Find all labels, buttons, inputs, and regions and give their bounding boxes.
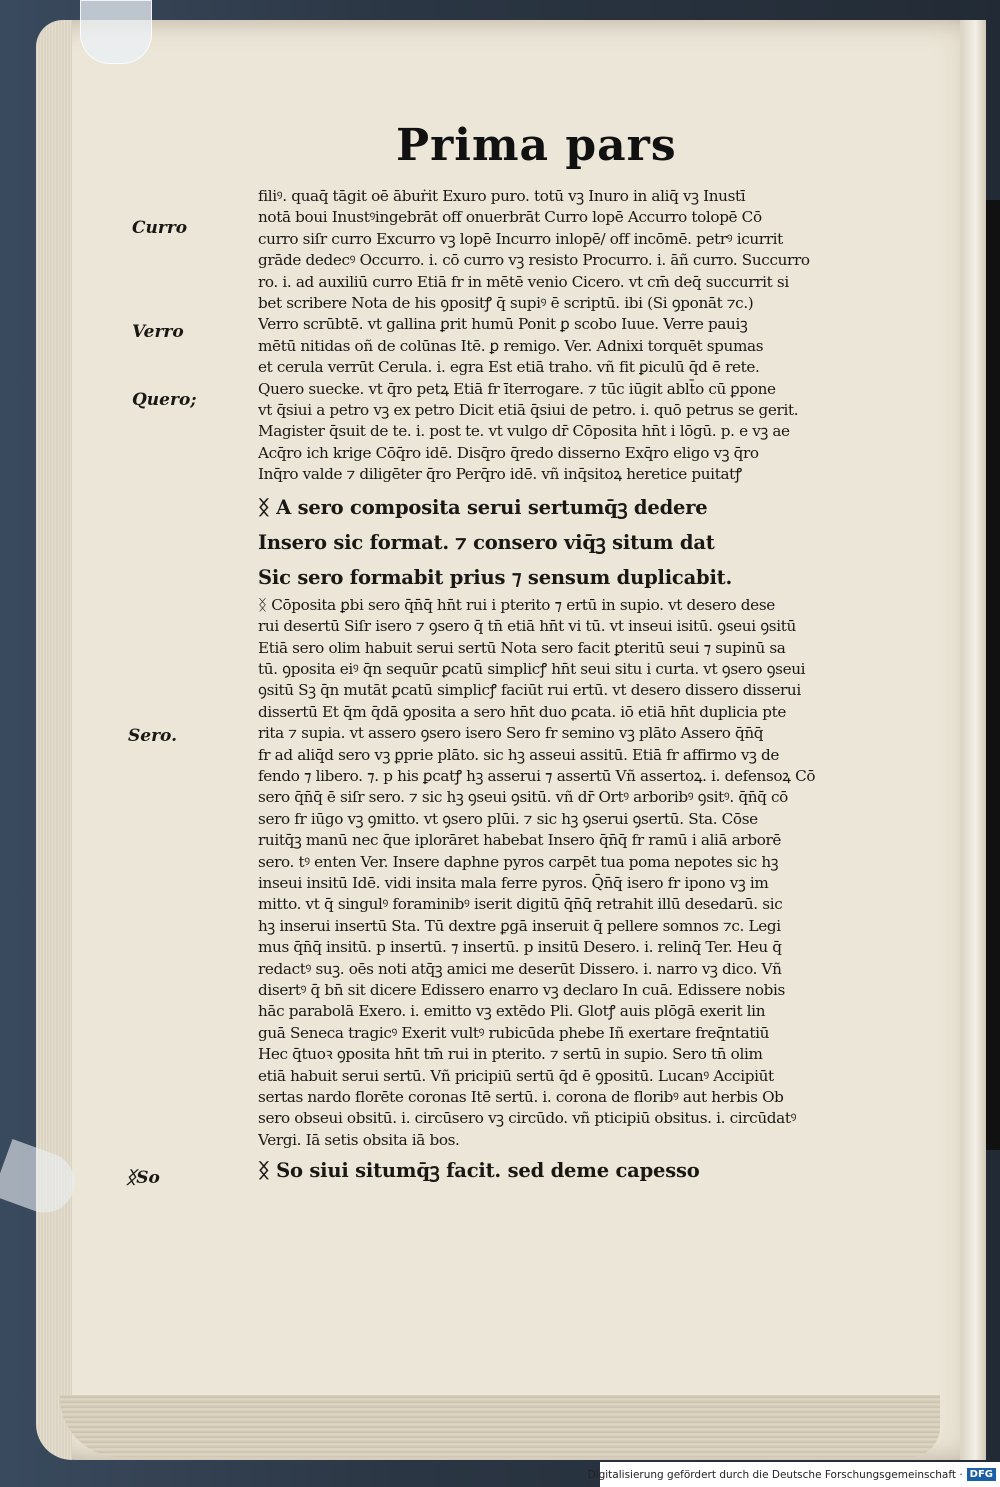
text-line: tū. ꝯposita eiꝰ q̄n sequūr ꝑcatū simplicꝭ hn̄t seui situ i curta. vt ꝯsero ꝯseui xyxy=(258,659,806,678)
verse-line: Insero sic format. ⁊ consero viq̄ꝫ situm dat xyxy=(258,530,715,554)
text-line: sero. tꝰ enten Ver. Insere daphne pyros carpēt tua poma nepotes sic hꝫ xyxy=(258,852,779,871)
text-block-b xyxy=(258,595,854,1152)
running-title: Prima pars xyxy=(396,120,677,171)
page-stack-edge xyxy=(36,20,72,1460)
verse-line: ᛝ A sero composita serui sertumq̄ꝫ dedere xyxy=(258,495,708,519)
text-line: sero fr iūgo vꝫ ꝯmitto. vt ꝯsero plūi. ⁊ sic hꝫ ꝯserui ꝯsertū. Sta. Cōse xyxy=(258,809,758,828)
text-line: mitto. vt q̄ singulꝰ foraminibꝰ iserit digitū q̄n̄q̄ retrahit illū desedarū. sic xyxy=(258,895,783,914)
book-gutter xyxy=(960,20,986,1460)
text-line: Vergi. Iā setis obsita iā bos. xyxy=(258,1130,460,1149)
facing-page-edge xyxy=(986,200,1000,1150)
text-line: filiꝰ. quaq̄ tāgit oē ābuṙit Exuro puro. totū vꝫ Inuro in aliq̄ vꝫ Inustī xyxy=(258,187,746,205)
text-line: sero q̄n̄q̄ ē siſr sero. ⁊ sic hꝫ ꝯseui ꝯsitū. vñ dr̄ Ortꝰ arboribꝰ ꝯsitꝰ. q̄n̄q̄ cō xyxy=(258,788,788,807)
text-line: etiā habuit serui sertū. Vñ pricipiū sertū q̄d ē ꝯpositū. Lucanꝰ Accipiūt xyxy=(258,1066,774,1085)
text-line: guā Seneca tragicꝰ Exerit vultꝰ rubicūda phebe Iñ exertare freq̄ntatiū xyxy=(258,1023,770,1042)
text-line: ruitq̄ꝫ manū nec q̄ue iplorāret habebat Insero q̄n̄q̄ fr ramū i aliā arborē xyxy=(258,831,782,850)
text-line: inseui insitū Idē. vidi insita mala ferre pyros. Q̄n̄q̄ isero fr ipono vꝫ im xyxy=(258,873,769,892)
text-line: curro siſr curro Excurro vꝫ lopē Incurro inlopē/ off incōmē. petrꝰ icurrit xyxy=(258,229,783,248)
text-line: Verro scrūbtē. vt gallina ꝑrit humū Ponit ꝑ scobo Iuue. Verre pauiꝫ xyxy=(258,315,748,334)
text-line: fendo ⁊ libero. ⁊. p his ꝑcatꝭ hꝫ asserui ⁊ assertū Vñ assertoꝝ. i. defensoꝝ Cō xyxy=(258,766,816,785)
text-line: Inq̄ro valde ⁊ diligēter q̄ro Perq̄ro idē. vñ inq̄sitoꝝ heretice puitatꝭ xyxy=(258,465,742,484)
page-foot-edge xyxy=(60,1395,940,1457)
text-line: et cerula verrūt Cerula. i. egra Est etiā traho. vñ fit ꝑiculū q̄d ē rete. xyxy=(258,358,760,377)
text-line: hꝫ inserui insertū Sta. Tū dextre ꝑgā inseruit q̄ pellere somnos ⁊c. Legi xyxy=(258,916,781,935)
text-line: vt q̄siui a petro vꝫ ex petro Dicit etiā q̄siui de petro. i. quō petrus se gerit. xyxy=(258,401,799,420)
text-line: Etiā sero olim habuit serui sertū Nota sero facit ꝑteritū seui ⁊ supinū sa xyxy=(258,638,786,657)
main-text-column xyxy=(258,186,854,1188)
text-block-a xyxy=(258,186,854,486)
text-line: hāc parabolā Exero. i. emitto vꝫ extēdo Pli. Glotꝭ auis plōgā exerit lin xyxy=(258,1002,766,1021)
text-line: rita ⁊ supia. vt assero ꝯsero isero Sero fr semino vꝫ plāto Assero q̄n̄q̄ xyxy=(258,724,764,743)
text-line: grāde dedecꝰ Occurro. i. cō curro vꝫ resisto Procurro. i. āñ curro. Succurro xyxy=(258,251,810,270)
text-line: mētū nitidas oñ de colūnas Itē. ꝑ remigo. Ver. Adnixi torquēt spumas xyxy=(258,336,764,355)
text-line: notā boui Inustꝰingebrāt off onuerbrāt Curro lopē Accurro tolopē Cō xyxy=(258,208,762,227)
text-line: rui desertū Siſr isero ⁊ ꝯsero q̄ tn̄ etiā hn̄t vi tū. vt inseui isitū. ꝯseui ꝯsitū xyxy=(258,617,796,636)
book-clamp-top xyxy=(80,0,152,64)
marginal-note-so: ᛝSo xyxy=(126,1168,160,1188)
text-line: Acq̄ro ich krige Cōq̄ro idē. Disq̄ro q̄redo disserno Exq̄ro eligo vꝫ q̄ro xyxy=(258,443,759,462)
marginal-note-sero: Sero. xyxy=(128,726,178,746)
marginal-note-quero: Quero; xyxy=(132,390,197,410)
text-line: disertꝰ q̄ bn̄ sit dicere Edissero enarro vꝫ declaro In cuā. Edissere nobis xyxy=(258,981,785,999)
text-line: sero obseui obsitū. i. circūsero vꝫ circūdo. vñ pticipiū obsitus. i. circūdatꝰ xyxy=(258,1109,797,1128)
marginal-note-curro: Curro xyxy=(132,218,188,238)
verse-line: Sic sero formabit prius ⁊ sensum duplicabit. xyxy=(258,565,733,589)
digitization-note: Digitalisierung gefördert durch die Deutsche Forschungsgemeinschaft · xyxy=(587,1468,963,1481)
closing-verse-line: ᛝ So siui situmq̄ꝫ facit. sed deme capesso xyxy=(258,1159,700,1183)
text-line: bet scribere Nota de his ꝯpositꝭ q̄ supiꝰ ē scriptū. ibi (Si ꝯponāt ⁊c.) xyxy=(258,294,754,313)
verse-block xyxy=(258,490,854,595)
text-line: fr ad aliq̄d sero vꝫ ꝑprie plāto. sic hꝫ asseui assitū. Etiā fr affirmo vꝫ de xyxy=(258,745,779,764)
text-line: Quero suecke. vt q̄ro petꝝ Etiā fr īterrogare. ⁊ tūc iūgit ablt̄o cū ꝑpone xyxy=(258,379,776,398)
text-line: ᛝ Cōposita ꝑbi sero q̄n̄q̄ hn̄t rui i pterito ⁊ ertū in supio. vt desero dese xyxy=(258,595,775,614)
dfg-logo[interactable]: DFG xyxy=(967,1468,996,1481)
text-line: Magister q̄suit de te. i. post te. vt vulgo dr̄ Cōposita hn̄t i lōgū. p. e vꝫ ae xyxy=(258,422,790,441)
marginal-note-verro: Verro xyxy=(132,322,184,342)
digitization-footer xyxy=(587,1462,1000,1487)
text-line: ro. i. ad auxiliū curro Etiā fr in mētē venio Cicero. vt cm̄ deq̄ succurrit si xyxy=(258,272,789,291)
text-line: Hec q̄tuoꝛ ꝯposita hn̄t tm̄ rui in pterito. ⁊ sertū in supio. Sero tn̄ olim xyxy=(258,1045,763,1064)
text-line: sertas nardo florēte coronas Itē sertū. i. corona de floribꝰ aut herbis Ob xyxy=(258,1088,784,1107)
text-line: dissertū Et q̄m q̄dā ꝯposita a sero hn̄t duo ꝑcata. iō etiā hn̄t duplicia pte xyxy=(258,702,787,721)
text-line: redactꝰ suꝫ. oēs noti atq̄ꝫ amici me deserūt Dissero. i. narro vꝫ dico. Vñ xyxy=(258,959,782,978)
text-line: mus q̄n̄q̄ insitū. p insertū. ⁊ insertū. p insitū Desero. i. relinq̄ Ter. Heu q̄ xyxy=(258,938,782,957)
text-line: ꝯsitū Sꝫ q̄n mutāt ꝑcatū simplicꝭ faciūt rui ertū. vt desero dissero disserui xyxy=(258,681,801,700)
